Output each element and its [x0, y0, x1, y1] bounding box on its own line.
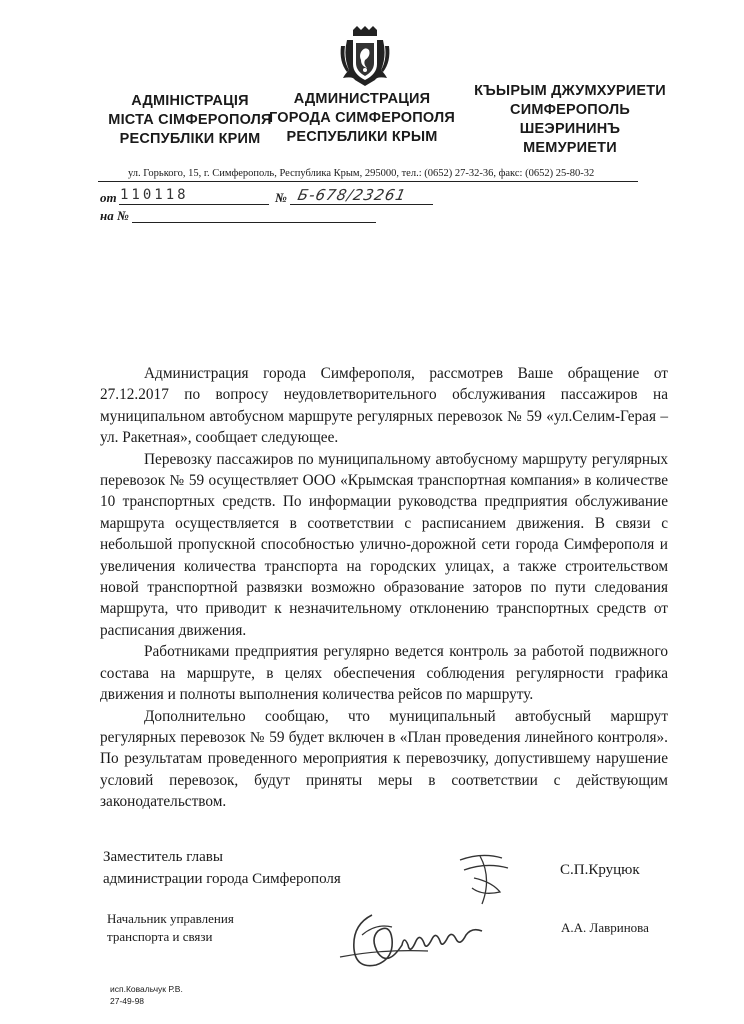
header-ua-line3: РЕСПУБЛІКИ КРИМ	[119, 131, 261, 147]
body-paragraph: Работниками предприятия регулярно ведется контроль за работой подвижного состава на маршруте, в целях обеспечения соблюдения регулярности графика движения и полноты выполнения количества рейсов по маршруту.	[100, 643, 668, 704]
outgoing-date: 110118	[120, 187, 189, 203]
letter-body	[100, 363, 668, 813]
signatory1-title-line2: администрации города Симферополя	[103, 871, 341, 887]
header-crh-line2: СИМФЕРОПОЛЬ	[510, 102, 630, 118]
signatory1-title-line1: Заместитель главы	[103, 849, 223, 865]
number-label: №	[275, 190, 287, 205]
address-line: ул. Горького, 15, г. Симферополь, Республика Крым, 295000, тел.: (0652) 27-32-36, факс: (0652) 25-80-32	[128, 168, 595, 179]
header-ukrainian	[90, 92, 290, 149]
signatory2-title-line1: Начальник управления	[107, 911, 234, 926]
reply-to-label: на №	[100, 208, 129, 223]
signatory2-name: А.А. Лавринова	[561, 920, 649, 935]
coat-of-arms-icon	[339, 26, 391, 88]
executor-phone: 27-49-98	[110, 996, 145, 1006]
header-russian	[262, 90, 462, 147]
header-crh-line1: КЪЫРЫМ ДЖУМХУРИЕТИ	[474, 83, 666, 99]
number-underline	[290, 204, 433, 205]
body-paragraph: Перевозку пассажиров по муниципальному автобусному маршруту регулярных перевозок № 59 осуществляет ООО «Крымская транспортная компания» в количестве 10 транспортных средств. По информации руководства предприятия обслуживание маршрута осуществляется в соответствии с расписанием движения. В связи с небольшой пропускной способностью улично-дорожной сети города Симферополя и увеличения количества транспорта на городских улицах, а также строительством новой транспортной развязки возможно образование заторов по пути следования маршрута, что приводит к незначительному отклонению транспортных средств от расписания движения.	[100, 450, 668, 639]
header-ua-line1: АДМІНІСТРАЦІЯ	[131, 93, 249, 109]
header-ru-line1: АДМИНИСТРАЦИЯ	[293, 91, 431, 107]
executor-name: исп.Ковальчук Р.В.	[110, 984, 183, 994]
from-label: от	[100, 190, 117, 205]
signature-scribble-2	[332, 905, 502, 983]
header-ru-line2: ГОРОДА СИМФЕРОПОЛЯ	[268, 110, 456, 126]
header-crh-line4: МЕМУРИЕТИ	[523, 140, 617, 156]
signatory1-name: С.П.Круцюк	[560, 862, 640, 878]
date-underline	[119, 204, 269, 205]
signatory2-title-line2: транспорта и связи	[107, 929, 213, 944]
outgoing-number: Б-678/23261	[296, 186, 409, 204]
header-ru-line3: РЕСПУБЛИКИ КРЫМ	[286, 129, 438, 145]
body-paragraph: Администрация города Симферополя, рассмотрев Ваше обращение от 27.12.2017 по вопросу неудовлетворительного обслуживания пассажиров на муниципальном автобусном маршруте регулярных перевозок № 59 «ул.Селим-Герая – ул. Ракетная», сообщает следующее.	[100, 365, 668, 447]
signature-scribble-1	[452, 848, 522, 908]
header-ua-line2: МІСТА СІМФЕРОПОЛЯ	[108, 112, 272, 128]
reply-to-underline	[132, 222, 376, 223]
header-divider	[98, 181, 638, 182]
body-paragraph: Дополнительно сообщаю, что муниципальный автобусный маршрут регулярных перевозок № 59 будет включен в «План проведения линейного контроля». По результатам проведенного мероприятия к перевозчику, допустившему нарушение условий перевозок, будут приняты меры в соответствии с действующим законодательством.	[100, 707, 668, 811]
header-crimean-tatar	[470, 82, 670, 158]
header-crh-line3: ШЕЭРИНИНЪ	[519, 121, 621, 137]
